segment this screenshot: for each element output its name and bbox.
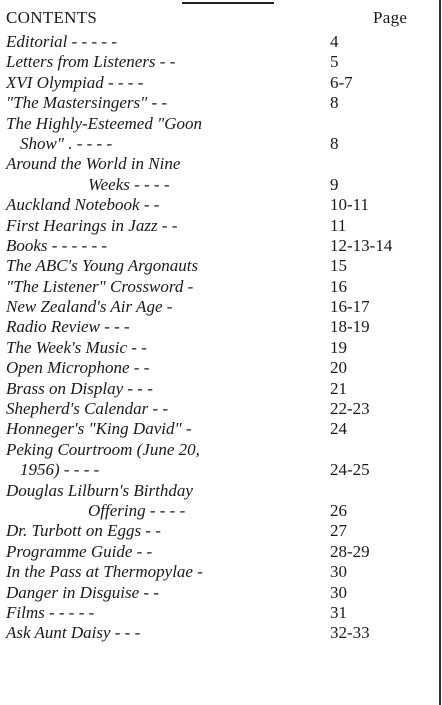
toc-entry-line xyxy=(6,256,436,276)
toc-entry-line xyxy=(6,562,436,582)
entry-title: Show" . - - - - xyxy=(20,133,113,153)
entry-page-number: 9 xyxy=(330,174,339,194)
entry-page-number: 8 xyxy=(330,93,339,113)
toc-entry-line xyxy=(6,73,436,93)
toc-entry-line xyxy=(6,542,436,562)
entry-title: Weeks - - - - xyxy=(88,174,170,194)
entry-page-number: 19 xyxy=(330,337,347,357)
toc-entry-line xyxy=(6,236,436,256)
entry-page-number: 11 xyxy=(330,215,347,235)
table-of-contents xyxy=(6,32,436,644)
entry-title: Around the World in Nine xyxy=(6,154,181,174)
entry-page-number: 21 xyxy=(330,378,347,398)
entry-title: In the Pass at Thermopylae - xyxy=(6,562,203,582)
toc-entry-line xyxy=(6,399,436,419)
toc-entry-line xyxy=(6,460,436,480)
entry-page-number: 24-25 xyxy=(330,460,370,480)
entry-page-number: 4 xyxy=(330,32,339,51)
toc-entry-line xyxy=(6,93,436,113)
toc-entry-line xyxy=(6,521,436,541)
toc-entry-line xyxy=(6,317,436,337)
entry-page-number: 8 xyxy=(330,133,339,153)
entry-page-number: 20 xyxy=(330,358,347,378)
entry-page-number: 27 xyxy=(330,521,347,541)
entry-title: Dr. Turbott on Eggs - - xyxy=(6,521,161,541)
entry-page-number: 16 xyxy=(330,276,347,296)
toc-entry-line xyxy=(6,583,436,603)
entry-title: The Highly-Esteemed "Goon xyxy=(6,113,202,133)
entry-page-number: 30 xyxy=(330,582,347,602)
entry-title: Editorial - - - - - xyxy=(6,32,117,51)
entry-page-number: 24 xyxy=(330,419,347,439)
entry-title: Letters from Listeners - - xyxy=(6,52,176,72)
toc-entry-line xyxy=(6,481,436,501)
toc-entry-line xyxy=(6,501,436,521)
toc-entry-line xyxy=(6,32,436,52)
entry-title: Danger in Disguise - - xyxy=(6,582,159,602)
toc-entry-line xyxy=(6,297,436,317)
entry-title: New Zealand's Air Age - xyxy=(6,297,173,317)
entry-page-number: 31 xyxy=(330,602,347,622)
entry-page-number: 15 xyxy=(330,256,347,276)
entry-title: Radio Review - - - xyxy=(6,317,130,337)
toc-entry-line xyxy=(6,358,436,378)
entry-title: Open Microphone - - xyxy=(6,358,150,378)
toc-entry-line xyxy=(6,379,436,399)
entry-page-number: 16-17 xyxy=(330,297,370,317)
entry-title: 1956) - - - - xyxy=(20,460,100,480)
entry-title: XVI Olympiad - - - - xyxy=(6,72,144,92)
entry-page-number: 6-7 xyxy=(330,72,353,92)
toc-entry-line xyxy=(6,338,436,358)
toc-entry-line xyxy=(6,603,436,623)
entry-page-number: 10-11 xyxy=(330,195,370,215)
entry-title: Douglas Lilburn's Birthday xyxy=(6,480,193,500)
entry-title: Ask Aunt Daisy - - - xyxy=(6,623,141,643)
toc-entry-line xyxy=(6,277,436,297)
entry-page-number: 30 xyxy=(330,562,347,582)
entry-page-number: 26 xyxy=(330,500,347,520)
entry-page-number: 18-19 xyxy=(330,317,370,337)
entry-title: "The Mastersingers" - - xyxy=(6,93,168,113)
entry-page-number: 5 xyxy=(330,52,339,72)
toc-entry-line xyxy=(6,52,436,72)
entry-title: Auckland Notebook - - xyxy=(6,195,160,215)
page-heading: Page xyxy=(373,8,408,27)
toc-entry-line xyxy=(6,175,436,195)
toc-entry-line xyxy=(6,623,436,643)
contents-heading: CONTENTS xyxy=(6,8,98,27)
entry-title: Programme Guide - - xyxy=(6,541,153,561)
toc-entry-line xyxy=(6,419,436,439)
entry-title: "The Listener" Crossword - xyxy=(6,276,194,296)
entry-title: First Hearings in Jazz - - xyxy=(6,215,178,235)
entry-title: Films - - - - - xyxy=(6,602,95,622)
entry-title: The ABC's Young Argonauts xyxy=(6,256,199,276)
entry-title: Honneger's "King David" - xyxy=(6,419,192,439)
toc-entry-line xyxy=(6,114,436,134)
entry-page-number: 12-13-14 xyxy=(330,235,393,255)
toc-entry-line xyxy=(6,216,436,236)
entry-title: Brass on Display - - - xyxy=(6,378,153,398)
toc-entry-line xyxy=(6,440,436,460)
toc-entry-line xyxy=(6,154,436,174)
top-rule xyxy=(182,2,274,4)
entry-title: The Week's Music - - xyxy=(6,337,147,357)
entry-title: Offering - - - - xyxy=(88,500,186,520)
entry-page-number: 22-23 xyxy=(330,399,370,419)
entry-page-number: 28-29 xyxy=(330,541,370,561)
entry-title: Peking Courtroom (June 20, xyxy=(6,439,200,459)
entry-title: Shepherd's Calendar - - xyxy=(6,399,169,419)
toc-entry-line xyxy=(6,134,436,154)
toc-entry-line xyxy=(6,195,436,215)
entry-page-number: 32-33 xyxy=(330,623,370,643)
column-border xyxy=(439,0,441,705)
entry-title: Books - - - - - - xyxy=(6,235,108,255)
